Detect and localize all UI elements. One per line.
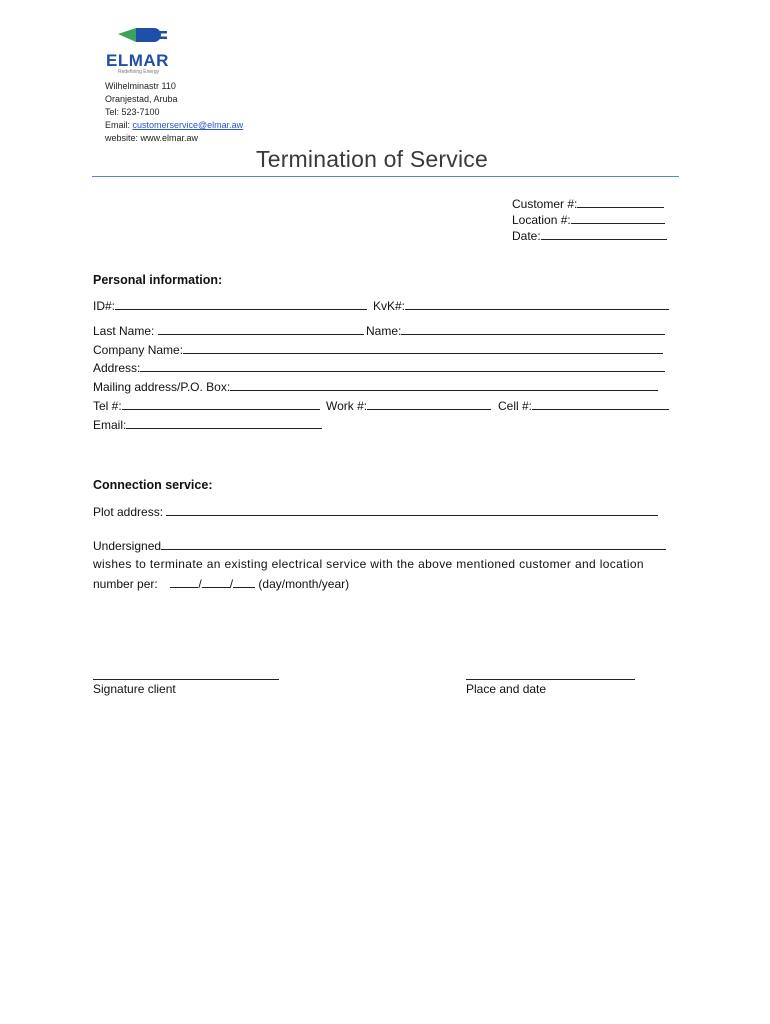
plot-address-label: Plot address: <box>93 505 167 519</box>
kvk-line <box>405 299 669 310</box>
address-website: website: www.elmar.aw <box>105 133 199 143</box>
location-number-field[interactable] <box>512 213 665 227</box>
mailing-address-field[interactable] <box>93 380 658 394</box>
customer-number-field[interactable] <box>512 197 664 211</box>
connection-service-heading: Connection service: <box>93 478 213 492</box>
address-label: Address: <box>93 361 141 375</box>
termination-statement: wishes to terminate an existing electrical service with the above mentioned customer and location <box>93 557 644 571</box>
last-name-field[interactable] <box>93 324 364 338</box>
place-date-label: Place and date <box>466 682 547 696</box>
customer-number-line <box>577 197 664 208</box>
month-line <box>202 577 230 588</box>
company-name-field[interactable] <box>93 343 663 357</box>
email-link[interactable]: customerservice@elmar.aw <box>132 120 244 130</box>
last-name-label: Last Name: <box>93 324 158 338</box>
tel-field[interactable] <box>93 399 320 413</box>
email-field[interactable] <box>93 418 322 432</box>
elmar-logo <box>104 24 184 78</box>
company-name-label: Company Name: <box>93 343 184 357</box>
signature-client-label: Signature client <box>93 682 176 696</box>
address-city: Oranjestad, Aruba <box>105 94 178 104</box>
address-street: Wilhelminastr 110 <box>105 81 176 91</box>
title-divider <box>92 176 679 177</box>
email-label: Email: <box>93 418 127 432</box>
company-address <box>105 80 243 145</box>
undersigned-field[interactable] <box>93 539 666 553</box>
year-line <box>233 577 255 588</box>
mailing-address-line <box>230 380 658 391</box>
date-separator: / <box>229 577 234 591</box>
signature-client-line[interactable] <box>93 669 279 680</box>
date-field[interactable] <box>512 229 667 243</box>
personal-info-heading: Personal information: <box>93 273 223 287</box>
kvk-label: KvK#: <box>373 299 406 313</box>
plot-address-line <box>166 505 658 516</box>
date-line <box>541 229 667 240</box>
address-email-label: Email: <box>105 120 133 130</box>
work-field[interactable] <box>326 399 491 413</box>
address-email-row <box>105 119 243 132</box>
place-date-line[interactable] <box>466 669 635 680</box>
email-line <box>126 418 322 429</box>
location-number-label: Location #: <box>512 213 571 227</box>
address-field[interactable] <box>93 361 665 375</box>
cell-field[interactable] <box>498 399 669 413</box>
tel-label: Tel #: <box>93 399 122 413</box>
cell-line <box>532 399 669 410</box>
undersigned-label: Undersigned <box>93 539 162 553</box>
date-separator: / <box>198 577 202 591</box>
day-line <box>170 577 198 588</box>
id-label: ID#: <box>93 299 116 313</box>
id-field[interactable] <box>93 299 367 313</box>
address-tel: Tel: 523-7100 <box>105 107 160 117</box>
last-name-line <box>158 324 364 335</box>
undersigned-line <box>161 539 666 550</box>
id-line <box>115 299 367 310</box>
customer-number-label: Customer #: <box>512 197 578 211</box>
company-name-line <box>183 343 663 354</box>
name-field[interactable] <box>366 324 665 338</box>
location-number-line <box>571 213 665 224</box>
tel-line <box>122 399 320 410</box>
date-label: Date: <box>512 229 541 243</box>
date-format-hint: (day/month/year) <box>258 577 350 591</box>
work-line <box>367 399 491 410</box>
mailing-address-label: Mailing address/P.O. Box: <box>93 380 231 394</box>
cell-label: Cell #: <box>498 399 533 413</box>
termination-date-row[interactable] <box>93 577 349 591</box>
kvk-field[interactable] <box>373 299 669 313</box>
number-per-label: number per: <box>93 577 158 591</box>
name-label: Name: <box>366 324 402 338</box>
logo-wordmark: ELMAR <box>106 51 169 70</box>
name-line <box>401 324 665 335</box>
logo-tagline: Redefining Energy <box>118 69 160 75</box>
plot-address-field[interactable] <box>93 505 658 519</box>
page-title: Termination of Service <box>256 146 488 172</box>
address-line <box>140 361 665 372</box>
work-label: Work #: <box>326 399 368 413</box>
